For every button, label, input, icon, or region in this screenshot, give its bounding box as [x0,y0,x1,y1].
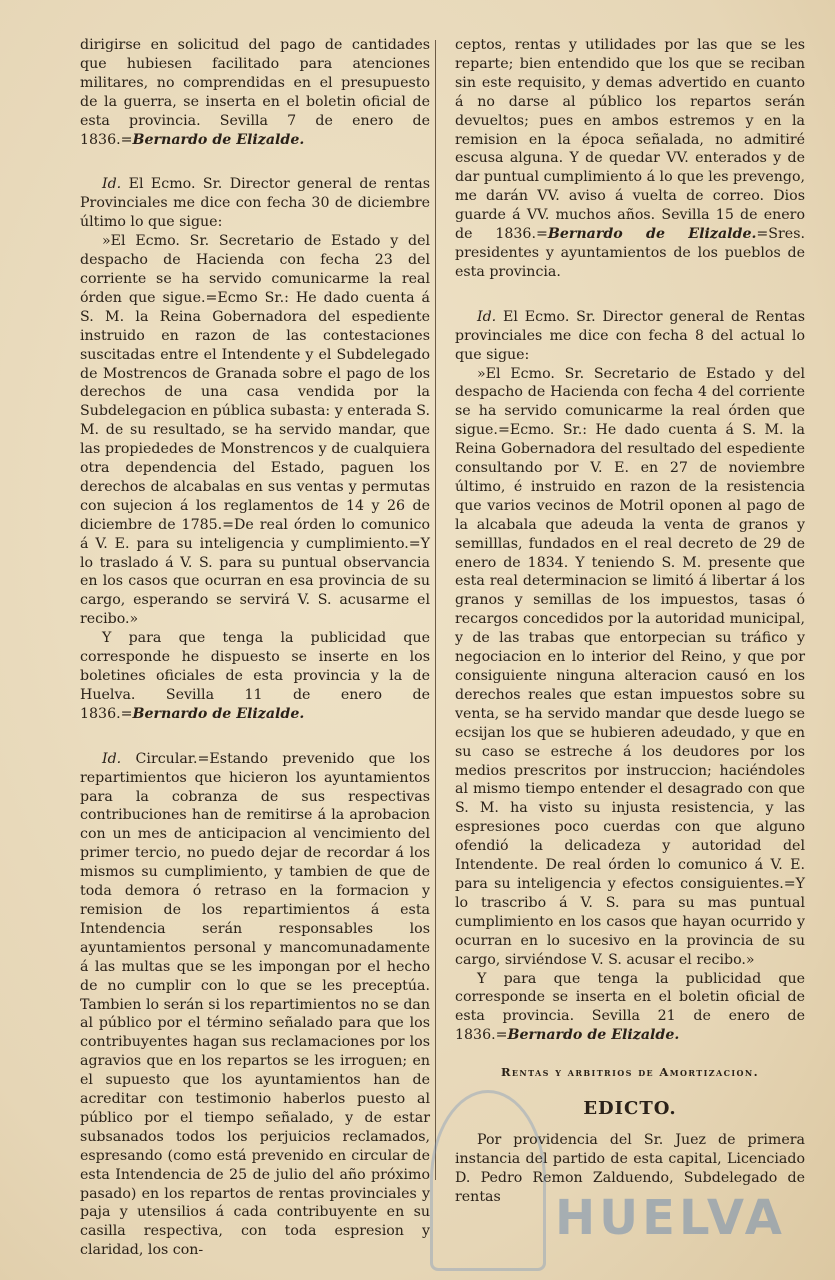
paragraph: »El Ecmo. Sr. Secretario de Estado y del despacho de Hacienda con fecha 4 del corriente se ha servido comunicarme la real órden que sigue.=Ecmo. Sr.: He dado cuenta á S. M. la Reina Gobernadora del resultado del espediente consultando por V. E. en 27 de noviembre último, é instruido en razon de la resistencia que varios vecinos de Motril oponen al pago de la alcabala que adeuda la venta de granos y semilllas, fundados en el real decreto de 29 de enero de 1834. Y teniendo S. M. presente que esta real determinacion se limitó á libertar á los granos y semillas de los impuestos, tasas ó recargos concedidos por la autoridad municipal, y de las trabas que entorpecian su tráfico y negociacion en lo interior del Reino, y que por consiguiente ninguna alteracion causó en los derechos reales que estan impuestos sobre su venta, se ha servido mandar que desde luego se ecsijan los que se hubieren adeudado, y que en su caso se estreche á los deudores por los medios prescritos por instruccion; haciéndoles al mismo tiempo entender el desagrado con que S. M. ha visto su injusta resistencia, y las espresiones poco cuerdas con que alguno ofendió la delicadeza y autoridad del Intendente. De real órden lo comunico á V. E. para su inteligencia y efectos consiguientes.=Y lo trascribo á V. S. para su mas puntual cumplimiento en los casos que hayan ocurrido y ocurran en lo sucesivo en la provincia de su cargo, sirviéndose V. S. acusar el recibo.» [455,365,805,968]
section-heading: Rentas y arbitrios de Amortizacion. [500,1065,760,1080]
paragraph [80,175,430,232]
paragraph-text: dirigirse en solicitud del pago de cantidades que hubiesen facilitado para atenciones militares, no comprendidas en el presupuesto de la guerra, se inserta en el boletin oficial de esta provincia. Sevilla 7 de enero de 1836.= [80,37,430,148]
paragraph [455,970,805,1046]
id-marker: Id. [477,308,497,325]
paragraph-text: El Ecmo. Sr. Director general de Rentas provinciales me dice con fecha 8 del actual lo que sigue: [455,308,805,363]
paragraph-text: ceptos, rentas y utilidades por las que se les reparte; bien entendido que los que se reciban sin este requisito, y demas advertido en cuanto á no darse al público los repartos serán devueltos; pues en ambos estremos y en la remision en la época señalada, no admitiré escusa alguna. Y de quedar VV. enterados y de dar puntual cumplimiento á lo que les prevengo, me darán VV. aviso á vuelta de correo. Dios guarde á VV. muchos años. Sevilla 15 de enero de 1836.= [455,37,805,243]
archive-seal-icon [430,1090,546,1271]
paragraph-text: Y para que tenga la publicidad que corresponde he dispuesto se inserte en los boletines oficiales de esta provincia y la de Huelva. Sevilla 11 de enero de 1836.= [80,630,430,722]
paragraph [80,629,430,724]
paragraph: Por providencia del Sr. Juez de primera instancia del partido de esta capital, Licenciado D. Pedro Remon Zalduendo, Subdelegado de rentas [455,1131,805,1205]
paragraph [80,36,430,149]
paragraph-text: El Ecmo. Sr. Director general de rentas Provinciales me dice con fecha 30 de diciembre último lo que sigue: [80,176,430,231]
watermark-text: HUELVA [555,1190,786,1246]
column-divider [435,40,436,1180]
signature: Bernardo de Elizalde. [547,226,757,243]
paragraph [455,36,805,282]
paragraph [455,308,805,365]
paragraph: »El Ecmo. Sr. Secretario de Estado y del despacho de Hacienda con fecha 23 del corriente se ha servido comunicarme la real órden que sigue.=Ecmo Sr.: He dado cuenta á S. M. la Reina Gobernadora del espediente instruido en razon de las contestaciones suscitadas entre el Intendente y el Subdelegado de Mostrencos de Granada sobre el pago de los derechos de una casa vendida por la Subdelegacion en pública subasta: y enterada S. M. de su resultado, se ha servido mandar, que las propiededes de Monstrencos y de cualquiera otra dependencia del Estado, paguen los derechos de alcabalas en sus ventas y permutas con sujecion á los reglamentos de 14 y 26 de diciembre de 1785.=De real órden lo comunico á V. E. para su inteligencia y cumplimiento.=Y lo traslado á V. S. para su puntual observancia en los casos que ocurran en esa provincia de su cargo, esperando se servirá V. S. acusarme el recibo.» [80,233,430,628]
paragraph [80,750,430,1260]
paragraph-text: =Sres. presidentes y ayuntamientos de los pueblos de esta provincia. [455,226,805,280]
signature: Bernardo de Elizalde. [132,131,305,148]
left-column [80,36,430,1260]
edict-title: EDICTO. [583,1098,677,1120]
signature: Bernardo de Elizalde. [507,1027,680,1044]
right-column [455,36,805,1207]
paragraph-text: Circular.=Estando prevenido que los repartimientos que hicieron los ayuntamientos para la cobranza de sus respectivas contribuciones han de remitirse á la aprobacion con un mes de anticipacion al vencimiento del primer tercio, no puedo dejar de recordar á los mismos su cumplimiento, y tambien de que de toda demora ó retraso en la formacion y remision de los repartimientos á esta Intendencia serán responsables los ayuntamientos personal y mancomunadamente á las multas que se les impongan por el hecho de no cumplir con lo que se les preceptúa. Tambien lo serán si los repartimientos no se dan al público por el término señalado para que los contribuyentes hagan sus reclamaciones por los agravios que en los repartos se les irroguen; en el supuesto que los ayuntamientos han de acreditar con testimonio haberlos puesto al público por el tiempo señalado, y de estar subsanados todos los perjuicios reclamados, espresando (como está prevenido en circular de esta Intendencia de 25 de julio del año próximo pasado) en los repartos de rentas provinciales y paja y utensilios á cada contribuyente en su casilla respectiva, con toda espresion y claridad, los con- [80,750,430,1259]
id-marker: Id. [102,176,122,193]
paragraph-text: Y para que tenga la publicidad que corresponde se inserta en el boletin oficial de esta provincia. Sevilla 21 de enero de 1836.= [455,970,805,1044]
signature: Bernardo de Elizalde. [132,705,305,722]
id-marker: Id. [102,750,122,767]
